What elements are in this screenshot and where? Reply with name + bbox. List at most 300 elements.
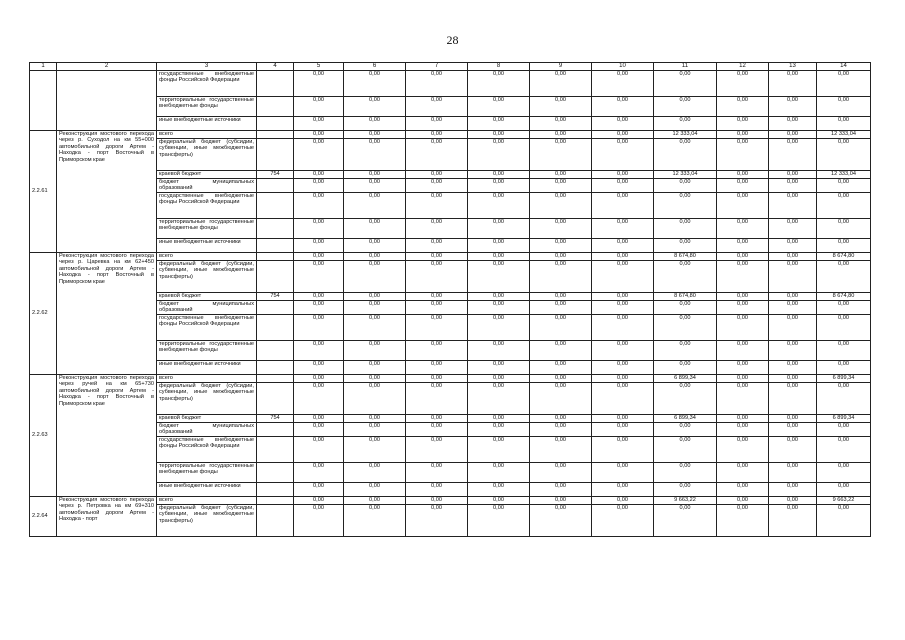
amount-cell: 0,00 <box>817 261 871 293</box>
item-name: Реконструкция мостового перехода через р. Суходол на км 55+000 автомобильной дороги Артем - Находка - порт Восточный в Приморском крае <box>57 131 157 253</box>
amount-cell: 0,00 <box>294 71 344 97</box>
table-row <box>30 375 871 383</box>
amount-cell: 0,00 <box>717 383 769 415</box>
amount-cell: 0,00 <box>717 97 769 117</box>
amount-cell: 0,00 <box>817 97 871 117</box>
amount-cell: 12 333,04 <box>654 131 717 139</box>
amount-cell: 0,00 <box>530 139 592 171</box>
amount-cell: 0,00 <box>717 71 769 97</box>
amount-cell: 0,00 <box>344 437 406 463</box>
amount-cell: 0,00 <box>468 261 530 293</box>
amount-cell: 0,00 <box>717 361 769 375</box>
amount-cell: 9 663,22 <box>817 497 871 505</box>
amount-cell: 0,00 <box>592 315 654 341</box>
funding-source: всего <box>157 497 257 505</box>
amount-cell: 0,00 <box>468 341 530 361</box>
amount-cell: 0,00 <box>530 505 592 537</box>
amount-cell: 0,00 <box>717 423 769 437</box>
budget-code <box>257 139 294 171</box>
amount-cell: 0,00 <box>468 483 530 497</box>
column-header: 2 <box>57 63 157 71</box>
budget-code <box>257 179 294 193</box>
amount-cell: 8 674,80 <box>817 253 871 261</box>
column-header: 3 <box>157 63 257 71</box>
amount-cell: 0,00 <box>344 423 406 437</box>
funding-source: иные внебюджетные источники <box>157 117 257 131</box>
budget-code: 754 <box>257 293 294 301</box>
table-row <box>30 437 871 463</box>
amount-cell: 0,00 <box>769 375 817 383</box>
item-name: Реконструкция мостового перехода через р. Царевка на км 62+450 автомобильной дороги Артем - Находка - порт Восточный в Приморском крае <box>57 253 157 375</box>
amount-cell: 0,00 <box>344 293 406 301</box>
budget-code <box>257 131 294 139</box>
amount-cell: 0,00 <box>769 253 817 261</box>
amount-cell: 0,00 <box>654 383 717 415</box>
amount-cell: 0,00 <box>717 219 769 239</box>
amount-cell: 0,00 <box>654 179 717 193</box>
amount-cell: 0,00 <box>406 505 468 537</box>
amount-cell: 0,00 <box>654 437 717 463</box>
amount-cell: 0,00 <box>344 361 406 375</box>
funding-source: государственные внебюджетные фонды Российской Федерации <box>157 71 257 97</box>
amount-cell: 0,00 <box>344 193 406 219</box>
amount-cell: 0,00 <box>294 131 344 139</box>
amount-cell: 0,00 <box>344 131 406 139</box>
amount-cell: 0,00 <box>817 193 871 219</box>
amount-cell: 0,00 <box>769 341 817 361</box>
amount-cell: 0,00 <box>817 437 871 463</box>
amount-cell: 0,00 <box>592 71 654 97</box>
amount-cell: 0,00 <box>468 97 530 117</box>
amount-cell: 0,00 <box>294 341 344 361</box>
amount-cell: 0,00 <box>406 179 468 193</box>
item-name: Реконструкция мостового перехода через ручей на км 65+730 автомобильной дороги Артем - Находка - порт Восточный в Приморском крае <box>57 375 157 497</box>
amount-cell: 0,00 <box>294 415 344 423</box>
amount-cell: 0,00 <box>530 301 592 315</box>
amount-cell: 0,00 <box>530 239 592 253</box>
amount-cell: 0,00 <box>406 171 468 179</box>
amount-cell: 0,00 <box>817 301 871 315</box>
budget-code <box>257 117 294 131</box>
amount-cell: 0,00 <box>717 171 769 179</box>
column-header: 8 <box>468 63 530 71</box>
budget-code <box>257 219 294 239</box>
amount-cell: 0,00 <box>654 341 717 361</box>
budget-code <box>257 239 294 253</box>
budget-code <box>257 383 294 415</box>
amount-cell: 0,00 <box>468 415 530 423</box>
code-cell <box>30 71 57 131</box>
funding-source: иные внебюджетные источники <box>157 483 257 497</box>
item-code: 2.2.61 <box>30 131 57 253</box>
amount-cell: 0,00 <box>294 383 344 415</box>
amount-cell: 0,00 <box>530 437 592 463</box>
amount-cell: 0,00 <box>294 463 344 483</box>
amount-cell: 0,00 <box>406 315 468 341</box>
amount-cell: 0,00 <box>344 383 406 415</box>
amount-cell: 0,00 <box>592 117 654 131</box>
amount-cell: 0,00 <box>717 117 769 131</box>
amount-cell: 0,00 <box>530 71 592 97</box>
amount-cell: 0,00 <box>592 415 654 423</box>
amount-cell: 0,00 <box>592 437 654 463</box>
amount-cell: 0,00 <box>717 497 769 505</box>
amount-cell: 0,00 <box>592 497 654 505</box>
amount-cell: 0,00 <box>592 253 654 261</box>
funding-source: краевой бюджет <box>157 171 257 179</box>
table-row <box>30 193 871 219</box>
amount-cell: 0,00 <box>769 483 817 497</box>
amount-cell: 0,00 <box>769 117 817 131</box>
amount-cell: 0,00 <box>717 315 769 341</box>
table-row <box>30 253 871 261</box>
table-row <box>30 383 871 415</box>
amount-cell: 0,00 <box>344 171 406 179</box>
amount-cell: 0,00 <box>344 139 406 171</box>
amount-cell: 0,00 <box>592 239 654 253</box>
amount-cell: 0,00 <box>769 193 817 219</box>
table-row <box>30 139 871 171</box>
table-row <box>30 361 871 375</box>
amount-cell: 6 899,34 <box>817 415 871 423</box>
amount-cell: 0,00 <box>468 301 530 315</box>
amount-cell: 6 899,34 <box>817 375 871 383</box>
amount-cell: 0,00 <box>530 341 592 361</box>
amount-cell: 0,00 <box>530 219 592 239</box>
column-header: 1 <box>30 63 57 71</box>
amount-cell: 0,00 <box>530 193 592 219</box>
amount-cell: 0,00 <box>468 139 530 171</box>
table-row <box>30 117 871 131</box>
amount-cell: 0,00 <box>817 71 871 97</box>
amount-cell: 0,00 <box>468 497 530 505</box>
funding-source: краевой бюджет <box>157 415 257 423</box>
amount-cell: 0,00 <box>294 361 344 375</box>
amount-cell: 0,00 <box>294 293 344 301</box>
amount-cell: 0,00 <box>406 219 468 239</box>
amount-cell: 0,00 <box>530 375 592 383</box>
amount-cell: 0,00 <box>769 415 817 423</box>
amount-cell: 0,00 <box>592 131 654 139</box>
amount-cell: 0,00 <box>592 361 654 375</box>
funding-source: государственные внебюджетные фонды Российской Федерации <box>157 193 257 219</box>
table-row <box>30 239 871 253</box>
amount-cell: 0,00 <box>817 219 871 239</box>
amount-cell: 0,00 <box>468 375 530 383</box>
amount-cell: 0,00 <box>817 361 871 375</box>
amount-cell: 0,00 <box>530 179 592 193</box>
amount-cell: 6 899,34 <box>654 415 717 423</box>
amount-cell: 0,00 <box>817 179 871 193</box>
item-code: 2.2.64 <box>30 497 57 537</box>
amount-cell: 9 663,22 <box>654 497 717 505</box>
amount-cell: 0,00 <box>530 497 592 505</box>
amount-cell: 0,00 <box>530 361 592 375</box>
amount-cell: 0,00 <box>406 375 468 383</box>
amount-cell: 0,00 <box>717 505 769 537</box>
amount-cell: 0,00 <box>530 423 592 437</box>
item-code: 2.2.63 <box>30 375 57 497</box>
funding-source: всего <box>157 375 257 383</box>
amount-cell: 0,00 <box>717 463 769 483</box>
amount-cell: 0,00 <box>717 179 769 193</box>
amount-cell: 0,00 <box>344 315 406 341</box>
amount-cell: 0,00 <box>406 483 468 497</box>
amount-cell: 0,00 <box>654 463 717 483</box>
funding-source: федеральный бюджет (субсидии, субвенции, иные межбюджетные трансферты) <box>157 139 257 171</box>
amount-cell: 0,00 <box>406 139 468 171</box>
amount-cell: 0,00 <box>468 193 530 219</box>
budget-code: 754 <box>257 171 294 179</box>
amount-cell: 0,00 <box>294 179 344 193</box>
amount-cell: 12 333,04 <box>654 171 717 179</box>
amount-cell: 0,00 <box>344 253 406 261</box>
amount-cell: 0,00 <box>769 383 817 415</box>
budget-code <box>257 497 294 505</box>
amount-cell: 0,00 <box>294 301 344 315</box>
amount-cell: 0,00 <box>592 97 654 117</box>
amount-cell: 0,00 <box>294 139 344 171</box>
amount-cell: 0,00 <box>406 383 468 415</box>
budget-code <box>257 437 294 463</box>
amount-cell: 12 333,04 <box>817 131 871 139</box>
amount-cell: 0,00 <box>717 131 769 139</box>
amount-cell: 0,00 <box>769 219 817 239</box>
amount-cell: 0,00 <box>406 361 468 375</box>
amount-cell: 0,00 <box>817 483 871 497</box>
amount-cell: 0,00 <box>654 193 717 219</box>
amount-cell: 0,00 <box>344 239 406 253</box>
amount-cell: 0,00 <box>654 315 717 341</box>
amount-cell: 0,00 <box>654 261 717 293</box>
amount-cell: 0,00 <box>654 117 717 131</box>
column-header: 6 <box>344 63 406 71</box>
amount-cell: 0,00 <box>769 179 817 193</box>
amount-cell: 0,00 <box>654 423 717 437</box>
funding-source: территориальные государственные внебюджетные фонды <box>157 463 257 483</box>
funding-source: федеральный бюджет (субсидии, субвенции, иные межбюджетные трансферты) <box>157 505 257 537</box>
table-row <box>30 97 871 117</box>
amount-cell: 0,00 <box>769 171 817 179</box>
amount-cell: 0,00 <box>468 171 530 179</box>
amount-cell: 0,00 <box>530 315 592 341</box>
amount-cell: 0,00 <box>592 171 654 179</box>
amount-cell: 0,00 <box>344 179 406 193</box>
funding-source: государственные внебюджетные фонды Российской Федерации <box>157 315 257 341</box>
amount-cell: 0,00 <box>530 171 592 179</box>
amount-cell: 0,00 <box>468 423 530 437</box>
amount-cell: 0,00 <box>468 361 530 375</box>
item-name: Реконструкция мостового перехода через р. Петровка на км 69+310 автомобильной дороги Артем - Находка - порт <box>57 497 157 537</box>
amount-cell: 0,00 <box>344 341 406 361</box>
table-row <box>30 497 871 505</box>
amount-cell: 0,00 <box>294 193 344 219</box>
amount-cell: 0,00 <box>406 261 468 293</box>
amount-cell: 0,00 <box>592 301 654 315</box>
table-row <box>30 463 871 483</box>
amount-cell: 0,00 <box>717 437 769 463</box>
amount-cell: 0,00 <box>769 463 817 483</box>
amount-cell: 0,00 <box>344 415 406 423</box>
amount-cell: 0,00 <box>769 423 817 437</box>
amount-cell: 0,00 <box>592 219 654 239</box>
table-row <box>30 261 871 293</box>
table-row <box>30 293 871 301</box>
amount-cell: 0,00 <box>468 315 530 341</box>
amount-cell: 0,00 <box>468 293 530 301</box>
amount-cell: 8 674,80 <box>817 293 871 301</box>
table-row <box>30 179 871 193</box>
amount-cell: 0,00 <box>717 293 769 301</box>
amount-cell: 0,00 <box>769 239 817 253</box>
amount-cell: 0,00 <box>344 71 406 97</box>
page-number: 28 <box>446 33 459 47</box>
amount-cell: 0,00 <box>654 483 717 497</box>
amount-cell: 0,00 <box>769 505 817 537</box>
budget-code: 754 <box>257 415 294 423</box>
amount-cell: 0,00 <box>294 483 344 497</box>
amount-cell: 0,00 <box>592 193 654 219</box>
table-row <box>30 71 871 97</box>
amount-cell: 0,00 <box>530 253 592 261</box>
amount-cell: 0,00 <box>294 261 344 293</box>
funding-source: иные внебюджетные источники <box>157 361 257 375</box>
amount-cell: 8 674,80 <box>654 253 717 261</box>
table-row <box>30 219 871 239</box>
amount-cell: 0,00 <box>717 415 769 423</box>
budget-code <box>257 301 294 315</box>
funding-source: федеральный бюджет (субсидии, субвенции, иные межбюджетные трансферты) <box>157 383 257 415</box>
amount-cell: 0,00 <box>294 97 344 117</box>
table-row <box>30 415 871 423</box>
table-row <box>30 505 871 537</box>
amount-cell: 0,00 <box>769 97 817 117</box>
amount-cell: 0,00 <box>769 437 817 463</box>
amount-cell: 0,00 <box>769 131 817 139</box>
amount-cell: 0,00 <box>817 505 871 537</box>
amount-cell: 0,00 <box>817 383 871 415</box>
column-header: 4 <box>257 63 294 71</box>
amount-cell: 0,00 <box>406 423 468 437</box>
amount-cell: 0,00 <box>344 117 406 131</box>
amount-cell: 0,00 <box>294 423 344 437</box>
funding-source: бюджет муниципальных образований <box>157 301 257 315</box>
amount-cell: 0,00 <box>654 361 717 375</box>
funding-source: территориальные государственные внебюджетные фонды <box>157 219 257 239</box>
budget-code <box>257 361 294 375</box>
amount-cell: 0,00 <box>294 375 344 383</box>
amount-cell: 0,00 <box>530 415 592 423</box>
amount-cell: 0,00 <box>294 315 344 341</box>
funding-source: бюджет муниципальных образований <box>157 423 257 437</box>
amount-cell: 0,00 <box>406 117 468 131</box>
amount-cell: 0,00 <box>654 301 717 315</box>
amount-cell: 0,00 <box>294 117 344 131</box>
column-header: 7 <box>406 63 468 71</box>
amount-cell: 0,00 <box>294 239 344 253</box>
amount-cell: 8 674,80 <box>654 293 717 301</box>
amount-cell: 0,00 <box>406 71 468 97</box>
amount-cell: 0,00 <box>406 253 468 261</box>
budget-code <box>257 253 294 261</box>
amount-cell: 0,00 <box>406 193 468 219</box>
table-row <box>30 301 871 315</box>
amount-cell: 0,00 <box>530 293 592 301</box>
amount-cell: 0,00 <box>344 483 406 497</box>
amount-cell: 0,00 <box>592 261 654 293</box>
budget-code <box>257 423 294 437</box>
amount-cell: 0,00 <box>294 171 344 179</box>
budget-code <box>257 97 294 117</box>
amount-cell: 0,00 <box>717 261 769 293</box>
amount-cell: 0,00 <box>592 341 654 361</box>
amount-cell: 0,00 <box>654 97 717 117</box>
amount-cell: 0,00 <box>530 131 592 139</box>
amount-cell: 0,00 <box>530 463 592 483</box>
amount-cell: 0,00 <box>406 463 468 483</box>
amount-cell: 0,00 <box>717 139 769 171</box>
amount-cell: 0,00 <box>468 383 530 415</box>
amount-cell: 0,00 <box>468 505 530 537</box>
amount-cell: 0,00 <box>530 383 592 415</box>
amount-cell: 0,00 <box>592 293 654 301</box>
amount-cell: 0,00 <box>468 219 530 239</box>
amount-cell: 0,00 <box>592 483 654 497</box>
amount-cell: 0,00 <box>406 437 468 463</box>
amount-cell: 0,00 <box>468 437 530 463</box>
amount-cell: 0,00 <box>654 219 717 239</box>
funding-source: территориальные государственные внебюджетные фонды <box>157 341 257 361</box>
amount-cell: 0,00 <box>406 415 468 423</box>
table-row <box>30 315 871 341</box>
budget-code <box>257 375 294 383</box>
amount-cell: 0,00 <box>530 97 592 117</box>
funding-source: краевой бюджет <box>157 293 257 301</box>
amount-cell: 6 899,34 <box>654 375 717 383</box>
amount-cell: 0,00 <box>344 505 406 537</box>
funding-source: всего <box>157 131 257 139</box>
amount-cell: 0,00 <box>406 301 468 315</box>
budget-code <box>257 261 294 293</box>
amount-cell: 0,00 <box>344 375 406 383</box>
amount-cell: 0,00 <box>817 423 871 437</box>
amount-cell: 0,00 <box>592 505 654 537</box>
table-row <box>30 483 871 497</box>
amount-cell: 0,00 <box>717 375 769 383</box>
amount-cell: 0,00 <box>294 505 344 537</box>
amount-cell: 0,00 <box>592 423 654 437</box>
column-header: 5 <box>294 63 344 71</box>
amount-cell: 0,00 <box>294 219 344 239</box>
amount-cell: 0,00 <box>769 293 817 301</box>
table-row <box>30 131 871 139</box>
amount-cell: 0,00 <box>406 341 468 361</box>
amount-cell: 0,00 <box>717 239 769 253</box>
budget-code <box>257 505 294 537</box>
amount-cell: 0,00 <box>468 131 530 139</box>
amount-cell: 0,00 <box>654 239 717 253</box>
amount-cell: 0,00 <box>817 117 871 131</box>
item-code: 2.2.62 <box>30 253 57 375</box>
amount-cell: 0,00 <box>769 301 817 315</box>
column-header: 14 <box>817 63 871 71</box>
amount-cell: 0,00 <box>717 483 769 497</box>
amount-cell: 12 333,04 <box>817 171 871 179</box>
amount-cell: 0,00 <box>406 239 468 253</box>
funding-source: государственные внебюджетные фонды Российской Федерации <box>157 437 257 463</box>
budget-code <box>257 71 294 97</box>
amount-cell: 0,00 <box>717 301 769 315</box>
